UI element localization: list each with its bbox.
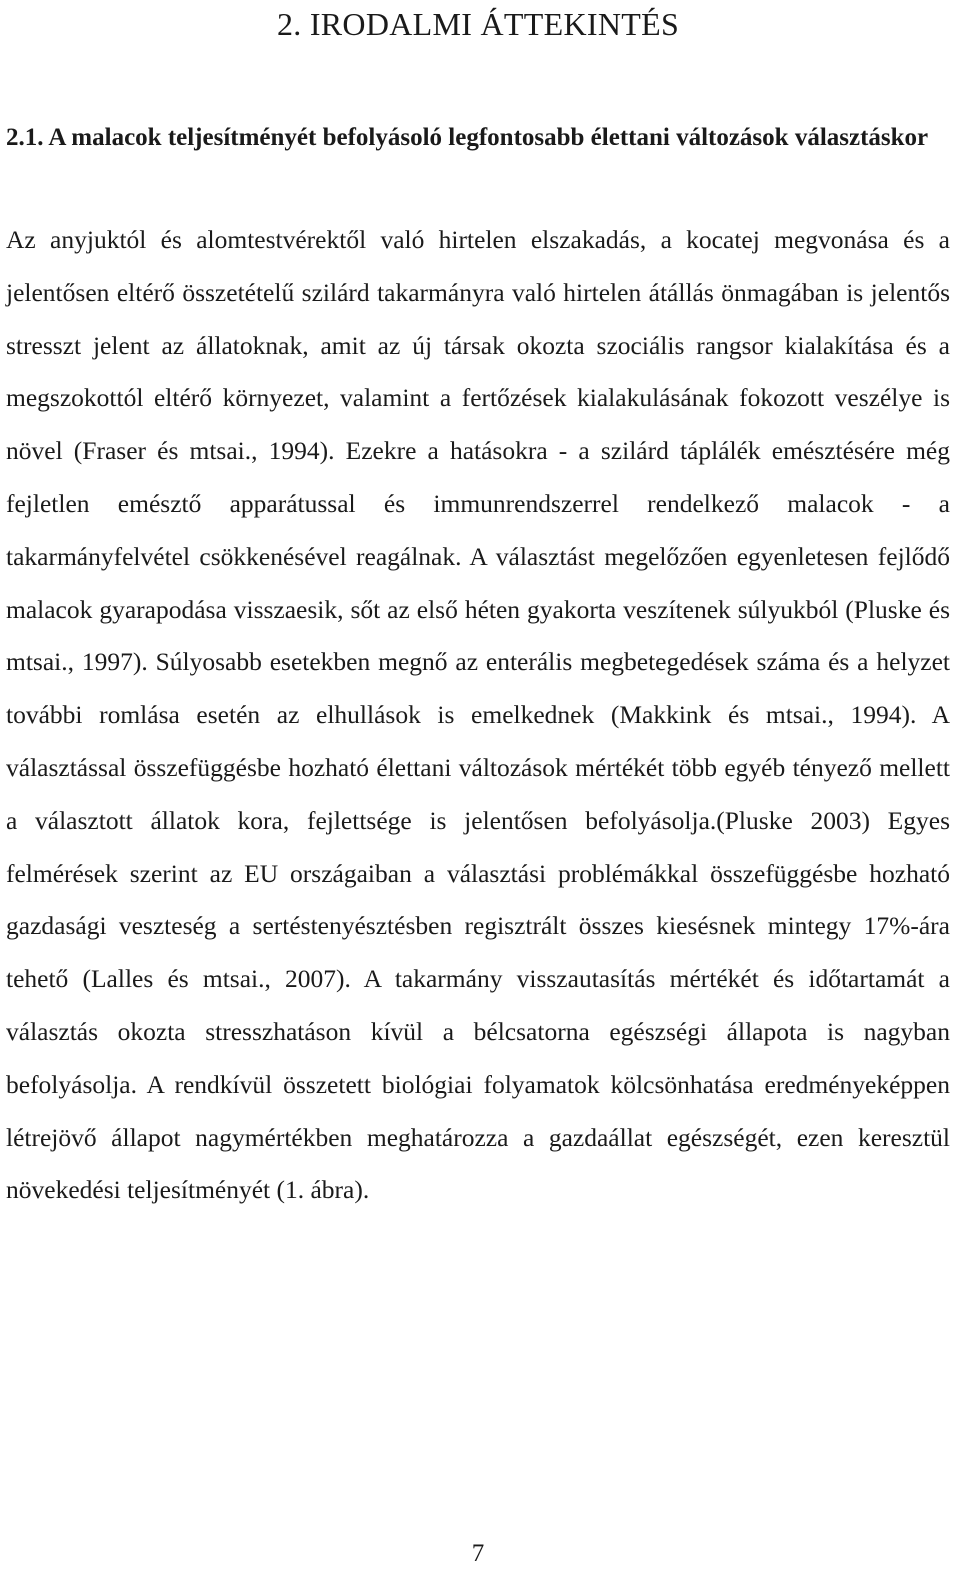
section-heading: 2.1. A malacok teljesítményét befolyásoló legfontosabb élettani változások választáskor — [6, 124, 929, 151]
page-number: 7 — [471, 1540, 485, 1567]
chapter-title: 2. IRODALMI ÁTTEKINTÉS — [276, 6, 680, 42]
document-page — [6, 0, 950, 1580]
body-paragraph: Az anyjuktól és alomtestvérektől való hirtelen elszakadás, a kocatej megvonása és a jelentősen eltérő összetételű szilárd takarmányra való hirtelen átállás önmagában is jelentős stresszt jelent az állatoknak, amit az új társak okozta szociális rangsor kialakítása és a megszokottól eltérő környezet, valamint a fertőzések kialakulásának fokozott veszélye is növel (Fraser és mtsai., 1994). Ezekre a hatásokra - a szilárd táplálék emésztésére még fejletlen emésztő apparátussal és immunrendszerrel rendelkező malacok - a takarmányfelvétel csökkenésével reagálnak. A választást megelőzően egyenletesen fejlődő malacok gyarapodása visszaesik, sőt az első héten gyakorta veszítenek súlyukból (Pluske és mtsai., 1997). Súlyosabb esetekben megnő az enterális megbetegedések száma és a helyzet további romlása esetén az elhullások is emelkednek (Makkink és mtsai., 1994). A választással összefüggésbe hozható élettani változások mértékét több egyéb tényező mellett a választott állatok kora, fejlettsége is jelentősen befolyásolja.(Pluske 2003) Egyes felmérések szerint az EU országaiban a választási problémákkal összefüggésbe hozható gazdasági veszteség a sertéstenyésztésben regisztrált összes kiesésnek mintegy 17%-ára tehető (Lalles és mtsai., 2007). A takarmány visszautasítás mértékét és időtartamát a választás okozta stresszhatáson kívül a bélcsatorna egészségi állapota is nagyban befolyásolja. A rendkívül összetett biológiai folyamatok kölcsönhatása eredményeképpen létrejövő állapot nagymértékben meghatározza a gazdaállat egészségét, ezen keresztül növekedési teljesítményét (1. ábra). — [6, 225, 950, 1205]
